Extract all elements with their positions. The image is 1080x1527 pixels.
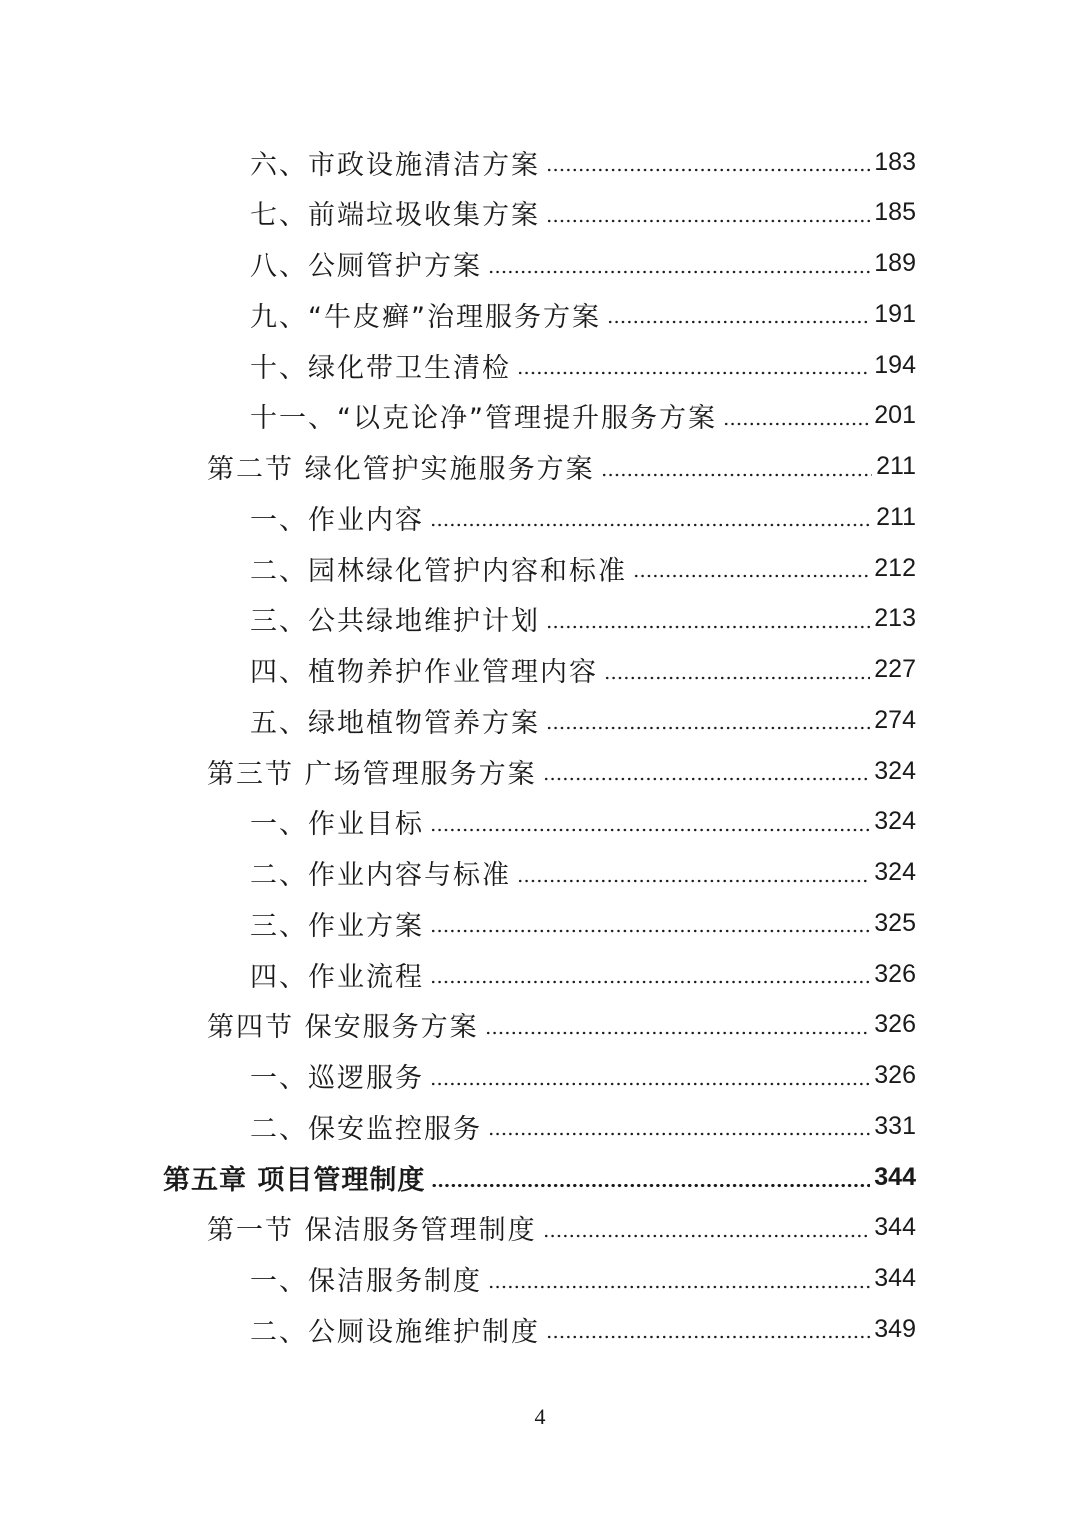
toc-dot-leader — [431, 1183, 870, 1188]
toc-section-entry[interactable] — [207, 1203, 916, 1253]
toc-subsection-entry[interactable] — [250, 492, 916, 542]
toc-entry-title: 一、巡逻服务 — [250, 1063, 424, 1094]
toc-entry-page-number: 344 — [874, 1162, 916, 1191]
toc-subsection-entry[interactable] — [250, 1254, 916, 1304]
toc-subsection-entry[interactable] — [250, 188, 916, 238]
toc-entry-page-number: 324 — [874, 756, 916, 785]
toc-entry-page-number: 211 — [876, 452, 916, 480]
toc-subsection-entry[interactable] — [250, 340, 916, 390]
toc-entry-page-number: 211 — [876, 502, 916, 531]
toc-dot-leader — [430, 980, 870, 984]
toc-dot-leader — [488, 1132, 870, 1136]
toc-chapter-entry[interactable] — [163, 1152, 916, 1202]
toc-entry-page-number: 227 — [874, 655, 916, 683]
toc-section-entry[interactable] — [207, 746, 916, 796]
toc-entry-title: 六、市政设施清洁方案 — [250, 149, 540, 181]
toc-dot-leader — [546, 625, 870, 629]
toc-entry-page-number: 326 — [874, 959, 916, 988]
toc-dot-leader — [543, 777, 871, 781]
toc-entry-title: 十一、“以克论净”管理提升服务方案 — [250, 403, 717, 435]
toc-dot-leader — [546, 168, 870, 172]
toc-entry-page-number: 326 — [874, 1010, 916, 1039]
toc-entry-title: 二、保安监控服务 — [250, 1113, 482, 1145]
toc-subsection-entry[interactable] — [250, 239, 916, 289]
toc-subsection-entry[interactable] — [250, 645, 916, 695]
toc-subsection-entry[interactable] — [250, 949, 916, 999]
toc-subsection-entry[interactable] — [250, 543, 916, 593]
toc-subsection-entry[interactable] — [250, 848, 916, 898]
toc-entry-page-number: 213 — [874, 604, 916, 633]
toc-subsection-entry[interactable] — [250, 1304, 916, 1354]
toc-dot-leader — [604, 676, 870, 680]
toc-entry-page-number: 185 — [874, 198, 916, 227]
toc-subsection-entry[interactable] — [250, 898, 916, 948]
toc-entry-page-number: 324 — [874, 807, 916, 836]
toc-entry-title: 九、“牛皮癣”治理服务方案 — [250, 301, 601, 333]
toc-entry-page-number: 201 — [874, 401, 916, 430]
toc-entry-title: 第三节 广场管理服务方案 — [207, 758, 537, 790]
toc-entry-title: 一、作业内容 — [250, 504, 424, 536]
toc-entry-page-number: 189 — [874, 249, 916, 277]
toc-entry-title: 二、作业内容与标准 — [250, 860, 511, 891]
toc-entry-title: 第四节 保安服务方案 — [207, 1012, 479, 1044]
toc-section-entry[interactable] — [207, 442, 916, 492]
toc-dot-leader — [430, 828, 870, 832]
toc-dot-leader — [485, 1031, 871, 1035]
toc-dot-leader — [546, 726, 870, 730]
toc-entry-page-number: 344 — [874, 1264, 916, 1292]
toc-dot-leader — [546, 219, 870, 223]
toc-dot-leader — [633, 574, 870, 578]
toc-dot-leader — [430, 523, 872, 527]
toc-subsection-entry[interactable] — [250, 289, 916, 339]
toc-dot-leader — [601, 473, 873, 477]
toc-entry-title: 第一节 保洁服务管理制度 — [207, 1215, 537, 1247]
toc-dot-leader — [517, 879, 870, 883]
toc-dot-leader — [430, 929, 870, 933]
toc-entry-title: 二、园林绿化管护内容和标准 — [250, 555, 627, 587]
toc-entry-title: 第二节 绿化管护实施服务方案 — [207, 454, 595, 485]
toc-entry-title: 五、绿地植物管养方案 — [250, 707, 540, 739]
toc-section-entry[interactable] — [207, 1000, 916, 1050]
toc-entry-title: 三、公共绿地维护计划 — [250, 606, 540, 638]
page-number: 4 — [534, 1404, 546, 1429]
toc-entry-page-number: 344 — [874, 1213, 916, 1242]
toc-entry-title: 一、作业目标 — [250, 809, 424, 841]
toc-entry-title: 一、保洁服务制度 — [250, 1266, 482, 1297]
toc-entry-page-number: 183 — [874, 147, 916, 176]
toc-dot-leader — [488, 1285, 870, 1289]
toc-dot-leader — [607, 320, 870, 324]
toc-entry-title: 二、公厕设施维护制度 — [250, 1316, 540, 1348]
toc-subsection-entry[interactable] — [250, 391, 916, 441]
toc-subsection-entry[interactable] — [250, 1101, 916, 1151]
toc-subsection-entry[interactable] — [250, 594, 916, 644]
toc-entry-title: 四、植物养护作业管理内容 — [250, 657, 598, 688]
toc-dot-leader — [543, 1234, 871, 1238]
toc-entry-page-number: 325 — [874, 908, 916, 937]
toc-entry-page-number: 194 — [874, 350, 916, 379]
toc-entry-title: 四、作业流程 — [250, 961, 424, 993]
toc-entry-title: 十、绿化带卫生清检 — [250, 352, 511, 384]
toc-entry-title: 第五章 项目管理制度 — [163, 1164, 426, 1196]
toc-entry-title: 七、前端垃圾收集方案 — [250, 200, 540, 232]
toc-dot-leader — [546, 1335, 870, 1339]
toc-entry-page-number: 331 — [874, 1111, 916, 1140]
toc-dot-leader — [430, 1082, 870, 1086]
toc-entry-page-number: 326 — [874, 1061, 916, 1089]
toc-entry-page-number: 349 — [874, 1314, 916, 1343]
toc-entry-page-number: 212 — [874, 553, 916, 582]
toc-subsection-entry[interactable] — [250, 1051, 916, 1101]
toc-dot-leader — [517, 371, 870, 375]
toc-entry-title: 八、公厕管护方案 — [250, 251, 482, 282]
toc-entry-page-number: 324 — [874, 858, 916, 886]
toc-subsection-entry[interactable] — [250, 137, 916, 187]
toc-entry-page-number: 274 — [874, 705, 916, 734]
toc-subsection-entry[interactable] — [250, 797, 916, 847]
toc-entry-page-number: 191 — [874, 299, 916, 328]
toc-dot-leader — [723, 422, 870, 426]
toc-entry-title: 三、作业方案 — [250, 910, 424, 942]
toc-subsection-entry[interactable] — [250, 695, 916, 745]
toc-dot-leader — [488, 270, 870, 274]
